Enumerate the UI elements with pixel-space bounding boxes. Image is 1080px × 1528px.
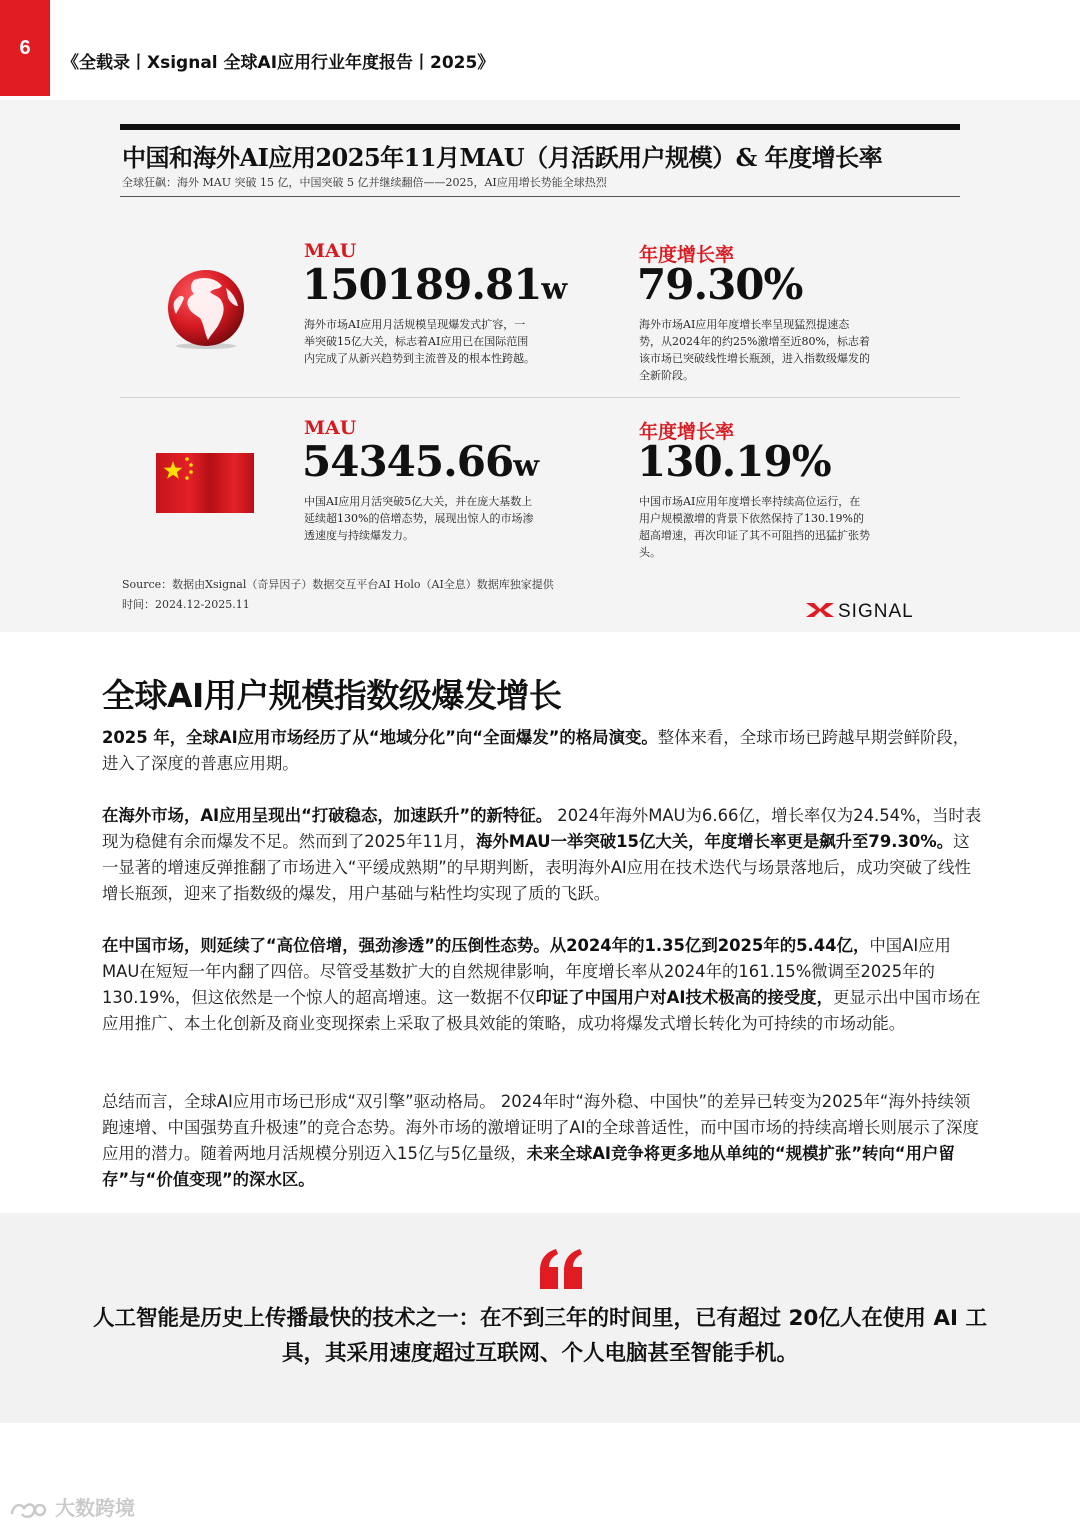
quote-mark-icon	[538, 1249, 584, 1289]
paragraph-3: 在中国市场，则延续了“高位倍增，强劲渗透”的压倒性态势。从2024年的1.35亿到2025年的5.44亿，中国AI应用MAU在短短一年内翻了四倍。尽管受基数扩大的自然规律影响，年度增长率从2024年的161.15%微调至2025年的130.19%，但这依然是一个惊人的超高增速。这一数据不仅印证了中国用户对AI技术极高的接受度，更显示出中国市场在应用推广、本土化创新及商业变现探索上采取了极具效能的策略，成功将爆发式增长转化为可持续的市场动能。	[102, 936, 981, 1033]
report-header-title: 《全载录丨Xsignal 全球AI应用行业年度报告丨2025》	[62, 53, 495, 73]
watermark-text: 大数跨境	[54, 1496, 135, 1520]
globe-icon	[164, 266, 248, 350]
paragraph-1: 2025 年，全球AI应用市场经历了从“地域分化”向“全面爆发”的格局演变。整体来看，全球市场已跨越早期尝鲜阶段，进入了深度的普惠应用期。	[102, 728, 970, 773]
infographic-panel	[0, 100, 1080, 632]
watermark-logo-icon	[10, 1500, 48, 1520]
china-growth-value: 130.19%	[637, 437, 831, 486]
paragraph-4: 总结而言，全球AI应用市场已形成“双引擎”驱动格局。 2024年时“海外稳、中国快”的差异已转变为2025年“海外持续领跑速增、中国强势直升极速”的竞合态势。海外市场的激增证明了AI的全球普适性，而中国市场的持续高增长则展示了深度应用的潜力。随着两地月活规模分别迈入15亿与5亿量级，未来全球AI竞争将更多地从单纯的“规模扩张”转向“用户留存”与“价值变现”的深水区。	[102, 1092, 979, 1189]
data-period: 时间：2024.12-2025.11	[122, 598, 250, 611]
china-growth-label: 年度增长率	[639, 421, 735, 443]
article-heading: 全球AI用户规模指数级爆发增长	[102, 676, 562, 715]
divider	[120, 397, 960, 398]
pull-quote	[0, 1213, 1080, 1423]
data-source: Source：数据由Xsignal（奇异因子）数据交互平台AI Holo（AI全息）数据库独家提供	[122, 578, 554, 591]
infographic-title: 中国和海外AI应用2025年11月MAU（月活跃用户规模）& 年度增长率	[122, 143, 883, 172]
watermark	[10, 1492, 135, 1521]
infographic-subtitle: 全球狂飙：海外 MAU 突破 15 亿，中国突破 5 亿并继续翻倍——2025，AI应用增长势能全球热烈	[122, 176, 607, 189]
overseas-growth-label: 年度增长率	[639, 244, 735, 266]
overseas-growth-value: 79.30%	[637, 260, 803, 309]
overseas-growth-description: 海外市场AI应用年度增长率呈现猛烈提速态势，从2024年的约25%激增至近80%，标志着该市场已突破线性增长瓶颈，进入指数级爆发的全新阶段。	[639, 318, 870, 382]
china-growth-description: 中国市场AI应用年度增长率持续高位运行，在用户规模激增的背景下依然保持了130.19%的超高增速，再次印证了其不可阻挡的迅猛扩张势头。	[639, 495, 870, 559]
china-mau-label: MAU	[304, 417, 357, 439]
quote-text: 人工智能是历史上传播最快的技术之一：在不到三年的时间里，已有超过 20亿人在使用 AI 工具，其采用速度超过互联网、个人电脑甚至智能手机。	[92, 1306, 988, 1366]
paragraph-2: 在海外市场，AI应用呈现出“打破稳态，加速跃升”的新特征。 2024年海外MAU为6.66亿，增长率仅为24.54%，当时表现为稳健有余而爆发不足。然而到了2025年11月，海外MAU一举突破15亿大关，年度增长率更是飙升至79.30%。这一显著的增速反弹推翻了市场进入“平缓成熟期”的早期判断，表明海外AI应用在技术迭代与场景落地后，成功突破了线性增长瓶颈，迎来了指数级的爆发，用户基础与粘性均实现了质的飞跃。	[102, 806, 982, 903]
overseas-mau-description: 海外市场AI应用月活规模呈现爆发式扩容，一举突破15亿大关，标志着AI应用已在国际范围内完成了从新兴趋势到主流普及的根本性跨越。	[304, 318, 535, 365]
china-flag-icon	[156, 453, 254, 513]
logo-wordmark: SIGNAL	[838, 601, 914, 620]
china-mau-value: 54345.66w	[302, 437, 539, 486]
overseas-mau-value: 150189.81w	[302, 260, 567, 309]
china-mau-description: 中国AI应用月活突破5亿大关，并在庞大基数上延续超130%的倍增态势，展现出惊人的市场渗透速度与持续爆发力。	[304, 495, 534, 542]
divider	[120, 196, 960, 197]
xsignal-logo	[806, 600, 942, 620]
page-number: 6	[0, 0, 50, 96]
overseas-mau-label: MAU	[304, 240, 357, 262]
panel-top-bar	[120, 124, 960, 130]
